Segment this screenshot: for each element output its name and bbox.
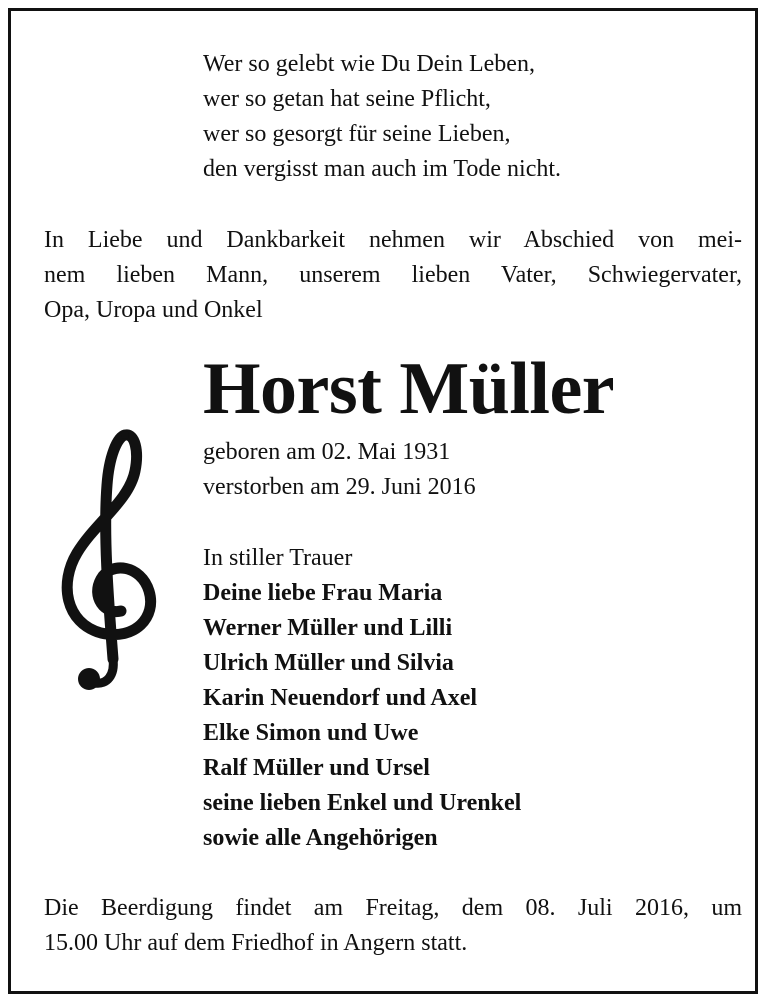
farewell-intro [44,223,742,328]
mourner-entry: sowie alle Angehörigen [203,825,438,851]
intro-line: In Liebe und Dankbarkeit nehmen wir Abschied von mei- [44,227,742,253]
mourners-list [203,541,521,856]
deceased-name: Horst Müller [203,348,615,430]
intro-line: nem lieben Mann, unserem lieben Vater, Schwiegervater, [44,262,742,288]
memorial-poem [203,47,561,187]
mourner-entry: seine lieben Enkel und Urenkel [203,790,522,816]
funeral-line: 15.00 Uhr auf dem Friedhof in Angern statt. [44,930,468,956]
funeral-line: Die Beerdigung findet am Freitag, dem 08. Juli 2016, um [44,895,742,921]
mourner-entry: Ralf Müller und Ursel [203,755,430,781]
mourner-entry: Ulrich Müller und Silvia [203,650,454,676]
poem-line: wer so gesorgt für seine Lieben, [203,121,511,147]
mourner-entry: Deine liebe Frau Maria [203,580,443,606]
poem-line: wer so getan hat seine Pflicht, [203,86,491,112]
treble-clef-icon [51,427,171,695]
obituary-notice [8,8,758,994]
mourner-entry: Werner Müller und Lilli [203,615,453,641]
poem-line: den vergisst man auch im Tode nicht. [203,156,562,182]
mourning-lead: In stiller Trauer [203,545,353,571]
funeral-details [44,891,742,961]
death-date: verstorben am 29. Juni 2016 [203,474,476,500]
intro-line: Opa, Uropa und Onkel [44,297,263,323]
poem-line: Wer so gelebt wie Du Dein Leben, [203,51,535,77]
mourner-entry: Elke Simon und Uwe [203,720,419,746]
life-dates [203,435,476,505]
mourner-entry: Karin Neuendorf und Axel [203,685,478,711]
birth-date: geboren am 02. Mai 1931 [203,439,451,465]
